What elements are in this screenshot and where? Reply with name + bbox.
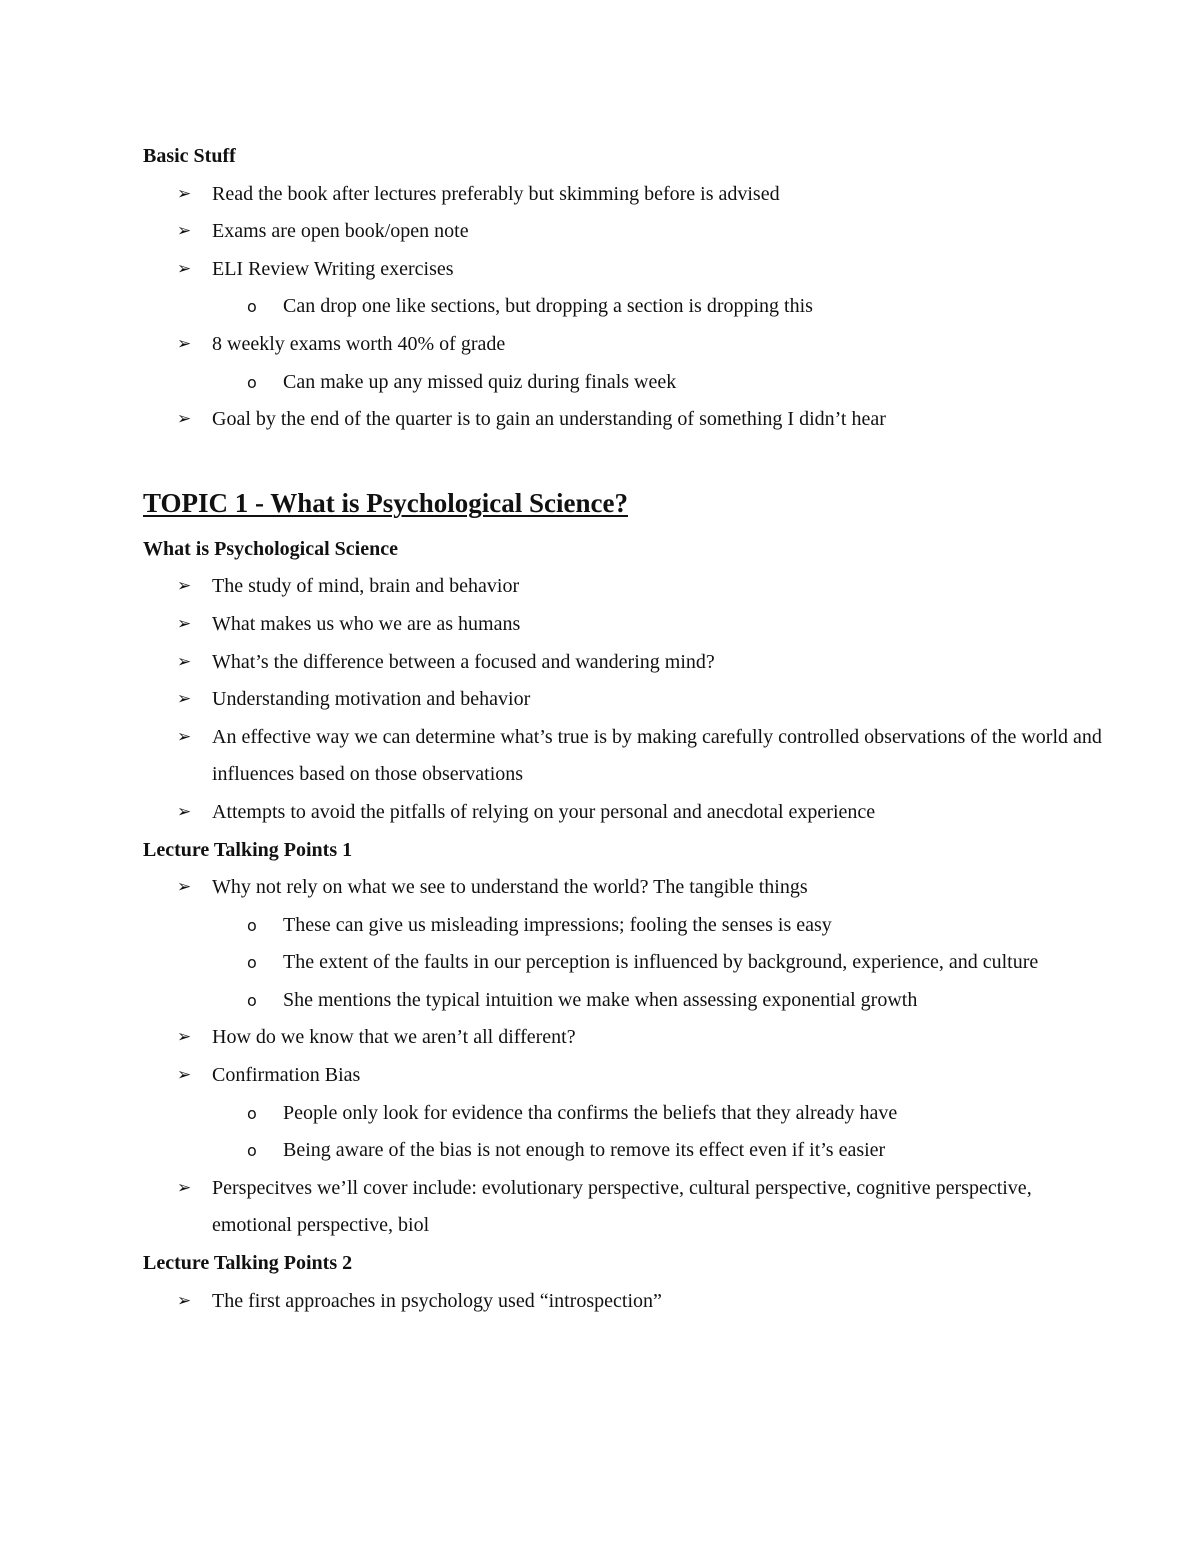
list-item — [143, 1057, 1103, 1095]
circle-bullet-icon: o — [247, 372, 257, 392]
list-item-text: Exams are open book/open note — [212, 220, 469, 243]
circle-bullet-icon: o — [247, 953, 257, 973]
list-item — [143, 794, 1103, 832]
list-item-text: Can make up any missed quiz during finals week — [283, 370, 677, 393]
list-item — [143, 176, 1103, 214]
list-item — [143, 681, 1103, 719]
list-item-text: What’s the difference between a focused and wandering mind? — [212, 650, 715, 673]
arrow-bullet-icon: ➢ — [177, 409, 192, 430]
list-item-text: Confirmation Bias — [212, 1064, 361, 1087]
circle-bullet-icon: o — [247, 990, 257, 1010]
arrow-bullet-icon: ➢ — [177, 221, 192, 242]
list-item — [143, 1019, 1103, 1057]
list-item-text: Understanding motivation and behavior — [212, 688, 531, 711]
list-item — [143, 213, 1103, 251]
sub-list-item — [143, 944, 1103, 982]
list-item — [143, 326, 1103, 364]
list-item — [143, 719, 1103, 794]
list-item — [143, 401, 1103, 439]
arrow-bullet-icon: ➢ — [177, 1290, 192, 1311]
lecture-talking-points-1-heading: Lecture Talking Points 1 — [143, 838, 353, 861]
sub-list-item — [143, 982, 1103, 1020]
list-item-text: 8 weekly exams worth 40% of grade — [212, 332, 506, 355]
list-item-text: Goal by the end of the quarter is to gain an understanding of something I didn’t hear — [212, 408, 886, 431]
arrow-bullet-icon: ➢ — [177, 1177, 192, 1198]
what-is-psych-heading: What is Psychological Science — [143, 537, 398, 560]
list-item-text: An effective way we can determine what’s true is by making carefully controlled observations of the world and influences based on those observations — [212, 725, 1102, 786]
arrow-bullet-icon: ➢ — [177, 689, 192, 710]
arrow-bullet-icon: ➢ — [177, 183, 192, 204]
document-page — [143, 138, 1103, 1320]
list-item-text: Read the book after lectures preferably but skimming before is advised — [212, 182, 780, 205]
arrow-bullet-icon: ➢ — [177, 726, 192, 747]
arrow-bullet-icon: ➢ — [177, 1027, 192, 1048]
list-item — [143, 568, 1103, 606]
list-item-text: ELI Review Writing exercises — [212, 257, 454, 280]
list-item — [143, 644, 1103, 682]
sub-list-item — [143, 1095, 1103, 1133]
list-item-text: Being aware of the bias is not enough to remove its effect even if it’s easier — [283, 1139, 886, 1162]
sub-list-item — [143, 288, 1103, 326]
list-item-text: Why not rely on what we see to understand the world? The tangible things — [212, 876, 808, 899]
list-item-text: These can give us misleading impressions; fooling the senses is easy — [283, 913, 832, 936]
list-item — [143, 1170, 1103, 1245]
circle-bullet-icon: o — [247, 915, 257, 935]
list-item-text: What makes us who we are as humans — [212, 612, 521, 635]
list-item-text: Can drop one like sections, but dropping a section is dropping this — [283, 295, 813, 318]
arrow-bullet-icon: ➢ — [177, 877, 192, 898]
arrow-bullet-icon: ➢ — [177, 258, 192, 279]
circle-bullet-icon: o — [247, 1141, 257, 1161]
list-item-text: The study of mind, brain and behavior — [212, 575, 520, 598]
list-item-text: People only look for evidence tha confirms the beliefs that they already have — [283, 1101, 898, 1124]
circle-bullet-icon: o — [247, 297, 257, 317]
sub-list-item — [143, 364, 1103, 402]
list-item — [143, 869, 1103, 907]
arrow-bullet-icon: ➢ — [177, 613, 192, 634]
list-item-text: The first approaches in psychology used “introspection” — [212, 1289, 662, 1312]
list-item-text: She mentions the typical intuition we make when assessing exponential growth — [283, 988, 918, 1011]
arrow-bullet-icon: ➢ — [177, 576, 192, 597]
list-item — [143, 606, 1103, 644]
arrow-bullet-icon: ➢ — [177, 651, 192, 672]
basic-stuff-heading: Basic Stuff — [143, 145, 236, 167]
list-item-text: How do we know that we aren’t all different? — [212, 1026, 576, 1049]
list-item-text: Attempts to avoid the pitfalls of relying on your personal and anecdotal experience — [212, 800, 876, 823]
topic-title: TOPIC 1 - What is Psychological Science? — [143, 487, 628, 518]
circle-bullet-icon: o — [247, 1103, 257, 1123]
arrow-bullet-icon: ➢ — [177, 333, 192, 354]
list-item-text: The extent of the faults in our perception is influenced by background, experience, and culture — [283, 951, 1039, 974]
sub-list-item — [143, 907, 1103, 945]
lecture-talking-points-2-heading: Lecture Talking Points 2 — [143, 1252, 353, 1275]
list-item — [143, 251, 1103, 289]
arrow-bullet-icon: ➢ — [177, 801, 192, 822]
list-item-text: Perspecitves we’ll cover include: evolutionary perspective, cultural perspective, cognitive perspective, emotional perspective, biol — [212, 1176, 1032, 1237]
list-item — [143, 1283, 1103, 1321]
sub-list-item — [143, 1132, 1103, 1170]
arrow-bullet-icon: ➢ — [177, 1065, 192, 1086]
